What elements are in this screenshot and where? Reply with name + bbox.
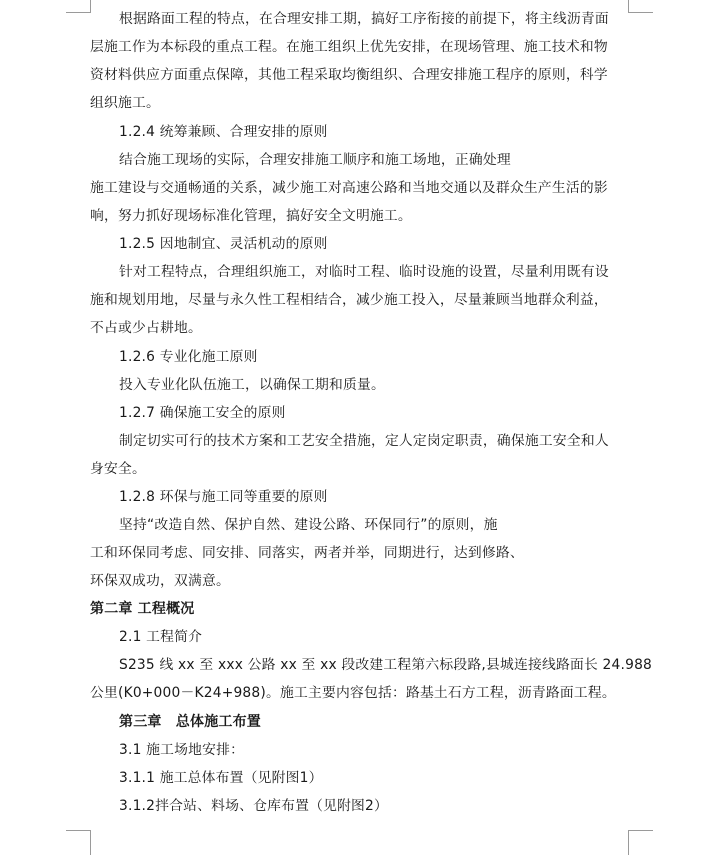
paragraph-line: 投入专业化队伍施工，以确保工期和质量。 bbox=[119, 377, 385, 393]
chapter-heading: 第三章 总体施工布置 bbox=[119, 714, 261, 730]
section-heading: 2.1 工程简介 bbox=[119, 629, 203, 645]
paragraph-line: 针对工程特点，合理组织施工，对临时工程、临时设施的设置，尽量利用既有设 bbox=[119, 264, 609, 280]
section-heading: 3.1.1 施工总体布置（见附图1） bbox=[119, 770, 323, 786]
paragraph-line: 不占或少占耕地。 bbox=[90, 320, 202, 336]
margin-corner-mark bbox=[66, 830, 91, 855]
paragraph-line: 坚持“改造自然、保护自然、建设公路、环保同行”的原则，施 bbox=[119, 517, 498, 533]
section-heading: 1.2.7 确保施工安全的原则 bbox=[119, 405, 286, 421]
section-heading: 3.1.2拌合站、料场、仓库布置（见附图2） bbox=[119, 798, 389, 814]
section-heading: 1.2.5 因地制宜、灵活机动的原则 bbox=[119, 236, 328, 252]
margin-corner-mark bbox=[66, 0, 91, 13]
paragraph-line: 施和规划用地，尽量与永久性工程相结合，减少施工投入，尽量兼顾当地群众利益， bbox=[90, 292, 608, 308]
paragraph-line: 组织施工。 bbox=[90, 95, 160, 111]
paragraph-line: 结合施工现场的实际，合理安排施工顺序和施工场地，正确处理 bbox=[119, 152, 511, 168]
section-heading: 1.2.4 统筹兼顾、合理安排的原则 bbox=[119, 124, 328, 140]
section-heading: 1.2.6 专业化施工原则 bbox=[119, 349, 258, 365]
paragraph-line: S235 线 xx 至 xxx 公路 xx 至 xx 段改建工程第六标段路,县城连接线路面长 24.988 bbox=[119, 657, 653, 673]
margin-corner-mark bbox=[628, 830, 653, 855]
paragraph-line: 工和环保同考虑、同安排、同落实，两者并举，同期进行，达到修路、 bbox=[90, 545, 524, 561]
paragraph-line: 施工建设与交通畅通的关系，减少施工对高速公路和当地交通以及群众生产生活的影 bbox=[90, 180, 608, 196]
paragraph-line: 制定切实可行的技术方案和工艺安全措施，定人定岗定职责，确保施工安全和人 bbox=[119, 433, 609, 449]
chapter-heading: 第二章 工程概况 bbox=[90, 601, 195, 617]
section-heading: 1.2.8 环保与施工同等重要的原则 bbox=[119, 489, 328, 505]
paragraph-line: 公里(K0+000－K24+988)。施工主要内容包括：路基土石方工程，沥青路面工程。 bbox=[90, 685, 616, 701]
section-heading: 3.1 施工场地安排： bbox=[119, 742, 245, 758]
paragraph-line: 环保双成功，双满意。 bbox=[90, 573, 230, 589]
paragraph-line: 响，努力抓好现场标准化管理，搞好安全文明施工。 bbox=[90, 208, 412, 224]
paragraph-line: 层施工作为本标段的重点工程。在施工组织上优先安排，在现场管理、施工技术和物 bbox=[90, 39, 608, 55]
paragraph-line: 身安全。 bbox=[90, 461, 146, 477]
paragraph-line: 根据路面工程的特点，在合理安排工期，搞好工序衔接的前提下，将主线沥青面 bbox=[119, 11, 609, 27]
paragraph-line: 资材料供应方面重点保障，其他工程采取均衡组织、合理安排施工程序的原则，科学 bbox=[90, 67, 608, 83]
